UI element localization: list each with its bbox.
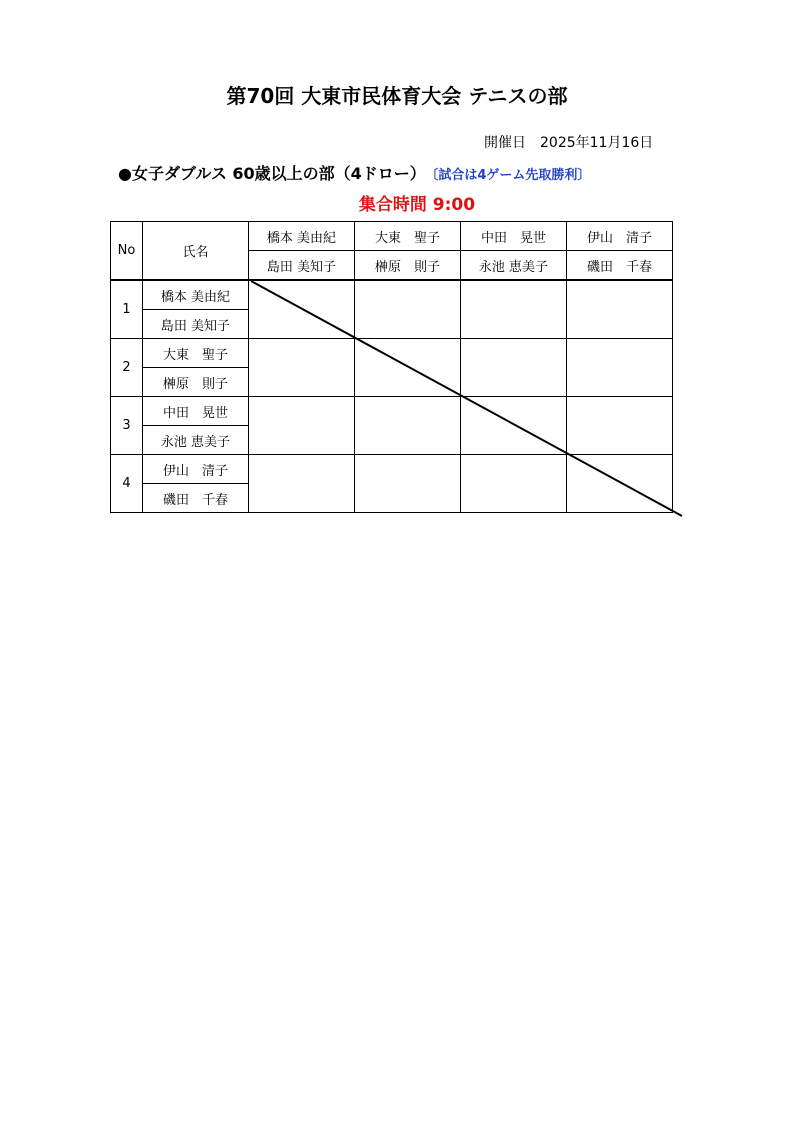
header-team-3-player-2: 永池 恵美子 xyxy=(461,251,567,281)
score-cell xyxy=(355,280,461,339)
score-cell-self xyxy=(355,339,461,397)
assembly-time: 集合時間 9:00 xyxy=(358,195,476,215)
score-cell xyxy=(461,280,567,339)
header-name: 氏名 xyxy=(143,222,249,281)
score-cell xyxy=(461,339,567,397)
score-cell xyxy=(567,280,673,339)
score-cell xyxy=(567,397,673,455)
header-team-4-player-1: 伊山 清子 xyxy=(567,222,673,251)
header-team-3-player-1: 中田 晃世 xyxy=(461,222,567,251)
team-number: 1 xyxy=(111,280,143,339)
player-name: 島田 美知子 xyxy=(143,310,249,339)
header-team-2-player-1: 大東 聖子 xyxy=(355,222,461,251)
player-name: 橋本 美由紀 xyxy=(143,280,249,310)
section-title: ●女子ダブルス 60歳以上の部（4ドロー） xyxy=(118,164,426,183)
event-date: 開催日 2025年11月16日 xyxy=(484,135,654,151)
team-number: 3 xyxy=(111,397,143,455)
score-cell xyxy=(249,397,355,455)
team-row-4 xyxy=(111,455,673,484)
match-rule-note: 〔試合は4ゲーム先取勝利〕 xyxy=(431,168,591,183)
header-team-2-player-2: 榊原 則子 xyxy=(355,251,461,281)
team-number: 2 xyxy=(111,339,143,397)
header-row-top xyxy=(111,222,673,251)
score-cell xyxy=(355,397,461,455)
player-name: 中田 晃世 xyxy=(143,397,249,426)
header-team-1-player-2: 島田 美知子 xyxy=(249,251,355,281)
team-row-3 xyxy=(111,397,673,426)
score-cell xyxy=(461,455,567,513)
score-cell-self xyxy=(249,280,355,339)
score-cell xyxy=(567,339,673,397)
score-cell xyxy=(355,455,461,513)
team-row-1 xyxy=(111,280,673,310)
score-cell xyxy=(249,339,355,397)
player-name: 永池 恵美子 xyxy=(143,426,249,455)
section-heading xyxy=(118,161,590,184)
score-cell xyxy=(249,455,355,513)
round-robin-table xyxy=(110,221,673,513)
score-cell-self xyxy=(461,397,567,455)
team-row-2 xyxy=(111,339,673,368)
player-name: 大東 聖子 xyxy=(143,339,249,368)
header-team-1-player-1: 橋本 美由紀 xyxy=(249,222,355,251)
document-title: 第70回 大東市民体育大会 テニスの部 xyxy=(226,84,568,108)
player-name: 榊原 則子 xyxy=(143,368,249,397)
team-number: 4 xyxy=(111,455,143,513)
header-team-4-player-2: 磯田 千春 xyxy=(567,251,673,281)
player-name: 伊山 清子 xyxy=(143,455,249,484)
player-name: 磯田 千春 xyxy=(143,484,249,513)
score-cell-self xyxy=(567,455,673,513)
header-no: No xyxy=(111,222,143,281)
